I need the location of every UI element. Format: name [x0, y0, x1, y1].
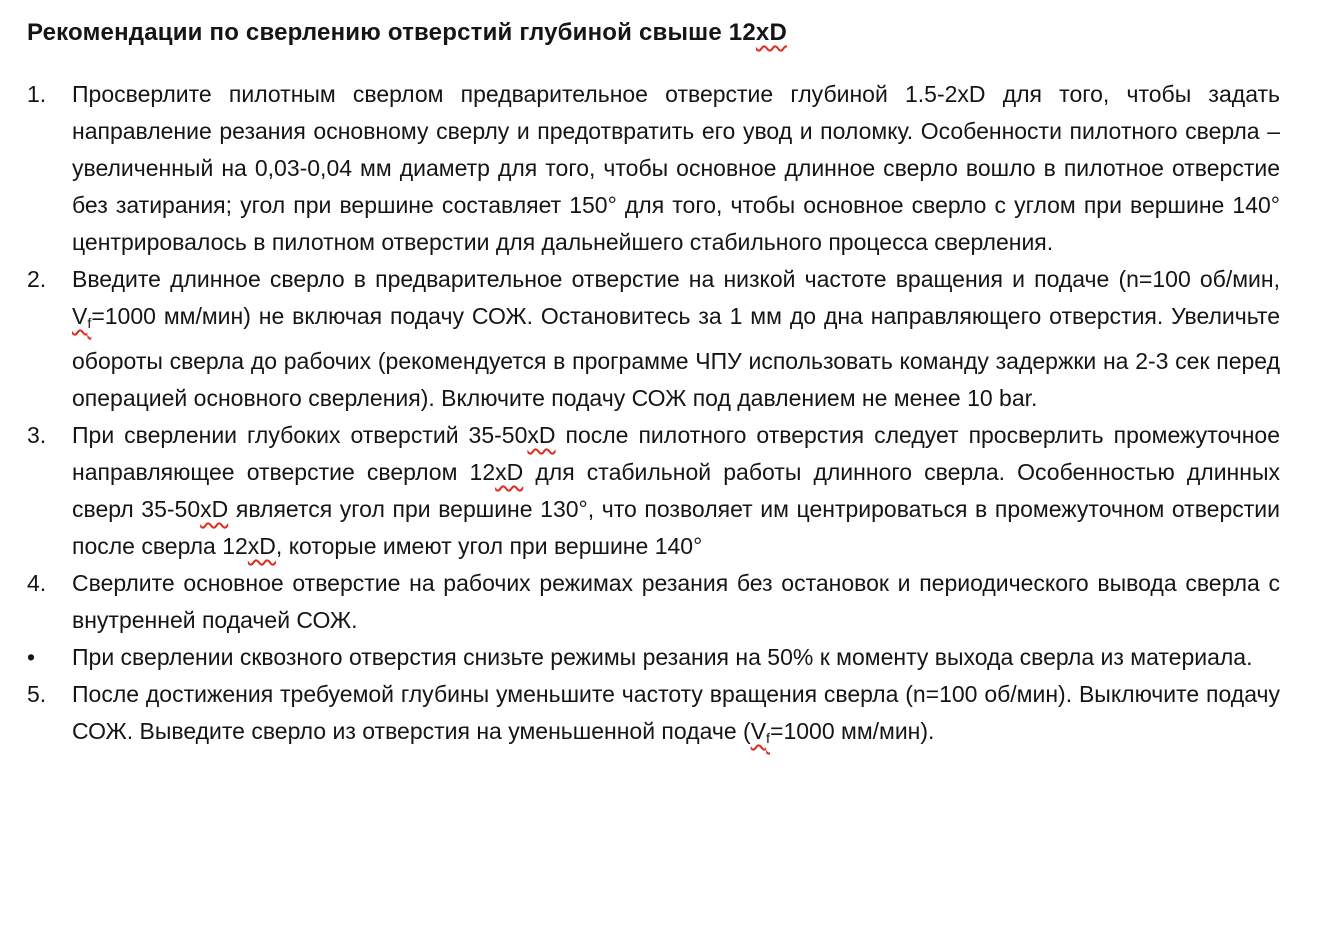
- list-item-marker: 5.: [27, 680, 47, 707]
- text-segment: Просверлите пилотным сверлом предварительное отверстие глубиной 1.5-2xD для того, чтобы задать направление резания основному сверлу и предотвратить его увод и поломку. Особенности пилотного сверла – увеличенный на 0,03-0,04 мм диаметр для того, чтобы основное длинное сверло вошло в пилотное отверстие без затирания; угол при вершине составляет 150° для того, чтобы основное сверло с углом при вершине 140° центрировалось в пилотном отверстии для дальнейшего стабильного процесса сверления.: [72, 81, 1280, 255]
- list-item-text: [72, 565, 1280, 639]
- list-item-text: [72, 261, 1280, 417]
- misspelled-text: V: [72, 303, 88, 329]
- text-segment: после пилотного отверстия следует просверлить промежуточное направляющее отверстие сверлом 12: [72, 421, 1280, 485]
- text-segment: =1000 мм/мин).: [770, 717, 935, 744]
- misspelled-text: xD: [495, 458, 524, 485]
- recommendations-list: [27, 76, 1280, 758]
- list-item: [27, 639, 1280, 676]
- text-segment: Сверлите основное отверстие на рабочих режимах резания без остановок и периодического вывода сверла с внутренней подачей СОЖ.: [72, 569, 1280, 633]
- list-item-text: [72, 417, 1280, 565]
- list-item: [27, 565, 1280, 639]
- text-segment: Введите длинное сверло в предварительное отверстие на низкой частоте вращения и подаче (n=100 об/мин,: [72, 266, 1280, 292]
- misspelled-text: f: [766, 730, 771, 747]
- list-item-marker: 4.: [27, 569, 47, 596]
- list-item-marker: 2.: [27, 266, 47, 292]
- list-item-marker: 3.: [27, 421, 47, 448]
- misspelled-text: xD: [527, 421, 556, 448]
- list-item-text: [72, 676, 1280, 758]
- text-segment: =1000 мм/мин) не включая подачу СОЖ. Остановитесь за 1 мм до дна направляющего отверстия. Увеличьте обороты сверла до рабочих (рекомендуется в программе ЧПУ использовать команду задержки на 2-3 сек перед операцией основного сверления). Включите подачу СОЖ под давлением не менее 10 bar.: [72, 303, 1280, 411]
- list-item-marker: •: [27, 643, 36, 670]
- misspelled-text: V: [750, 717, 767, 744]
- list-item: [27, 261, 1280, 417]
- list-item: [27, 676, 1280, 758]
- text-segment: является угол при вершине 130°, что позволяет им центрироваться в промежуточном отверстии после сверла 12: [72, 495, 1280, 559]
- text-segment: для стабильной работы длинного сверла. Особенностью длинных сверл 35-50: [72, 458, 1280, 522]
- list-item: [27, 76, 1280, 261]
- text-segment: При сверлении сквозного отверстия снизьте режимы резания на 50% к моменту выхода сверла из материала.: [72, 643, 1253, 670]
- text-segment: При сверлении глубоких отверстий 35-50: [72, 421, 528, 448]
- misspelled-text: f: [87, 315, 92, 332]
- text-segment: , которые имеют угол при вершине 140°: [275, 532, 703, 559]
- document-title: [27, 16, 1280, 50]
- list-item-marker: 1.: [27, 81, 47, 107]
- misspelled-text: xD: [247, 532, 276, 559]
- misspelled-text: xD: [755, 19, 787, 46]
- misspelled-text: xD: [200, 495, 229, 522]
- list-item-text: [72, 76, 1280, 261]
- list-item: [27, 417, 1280, 565]
- list-item-text: [72, 639, 1280, 676]
- text-segment: Рекомендации по сверлению отверстий глубиной свыше 12: [27, 19, 756, 46]
- text-segment: После достижения требуемой глубины уменьшите частоту вращения сверла (n=100 об/мин). Выключите подачу СОЖ. Выведите сверло из отверстия на уменьшенной подаче (: [72, 680, 1280, 744]
